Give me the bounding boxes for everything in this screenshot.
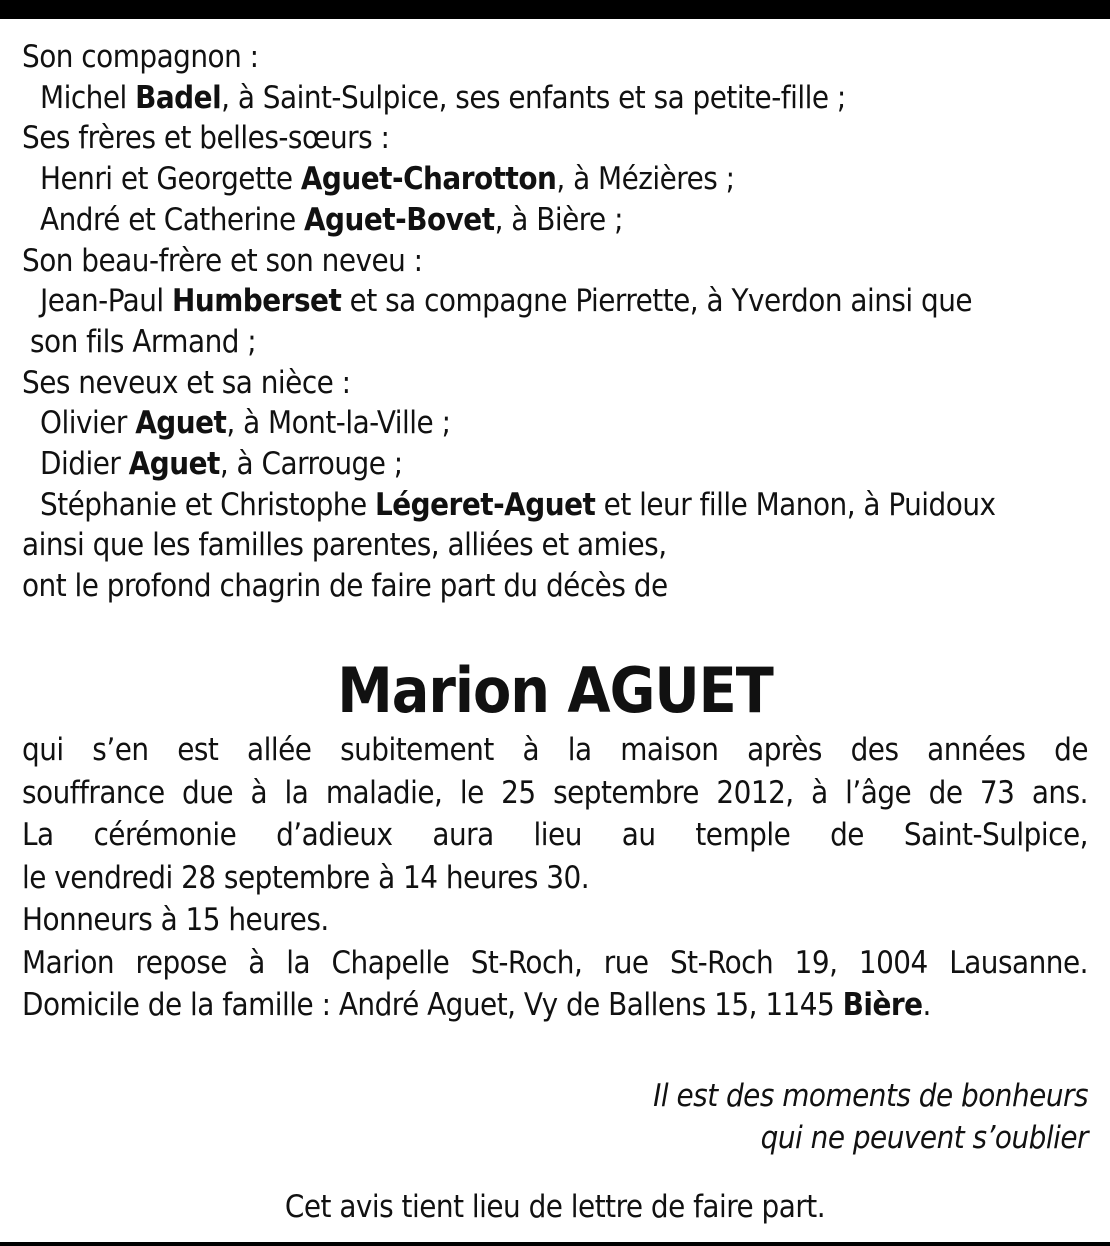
top-border-rule — [0, 0, 1110, 19]
closing-note: Cet avis tient lieu de lettre de faire part. — [284, 1189, 826, 1225]
family-address-end: . — [922, 987, 931, 1023]
quote-line-1: Il est des moments de bonheurs — [653, 1078, 1088, 1114]
quote-line-2: qui ne peuvent s’oublier — [760, 1120, 1088, 1156]
details-line-7 — [22, 984, 1088, 1027]
nephew-2-details: , à Carrouge ; — [219, 446, 403, 483]
inlaw-continuation: son fils Armand ; — [30, 323, 257, 360]
details-line-6: Marion repose à la Chapelle St-Roch, rue St-Roch 19, 1004 Lausanne. — [22, 944, 1088, 981]
announcement-line: ont le profond chagrin de faire part du décès de — [22, 568, 668, 605]
family-address: Domicile de la famille : André Aguet, Vy de Ballens 15, 1145 — [22, 987, 843, 1023]
niece-entry — [22, 485, 1088, 526]
sibling-2-details: , à Bière ; — [494, 201, 623, 238]
sibling-entry-1 — [22, 159, 1088, 200]
sibling-entry-2 — [22, 200, 1088, 241]
inlaw-details: et sa compagne Pierrette, à Yverdon ainsi que — [341, 283, 973, 320]
deceased-name: Marion AGUET — [337, 654, 773, 727]
niece-surname: Légeret-Aguet — [374, 486, 596, 523]
family-list — [22, 37, 1088, 607]
companion-surname: Badel — [135, 79, 222, 116]
niece-details: et leur fille Manon, à Puidoux — [595, 486, 996, 523]
bottom-border-rule — [0, 1242, 1110, 1246]
sibling-2-first-names: André et Catherine — [40, 201, 304, 238]
nephews-heading: Ses neveux et sa nièce : — [22, 364, 351, 401]
sibling-1-surname: Aguet-Charotton — [300, 161, 557, 198]
nephew-entry-2 — [22, 444, 1088, 485]
details-line-2: souffrance due à la maladie, le 25 septembre 2012, à l’âge de 73 ans. — [22, 774, 1088, 811]
nephew-1-details: , à Mont-la-Ville ; — [226, 405, 451, 442]
details-line-3: La cérémonie d’adieux aura lieu au temple de Saint-Sulpice, — [22, 817, 1088, 853]
inlaw-surname: Humberset — [172, 283, 342, 320]
relatives-line: ainsi que les familles parentes, alliées et amies, — [22, 527, 667, 564]
family-address-place: Bière — [842, 987, 923, 1023]
companion-heading: Son compagnon : — [22, 39, 259, 75]
nephew-1-surname: Aguet — [135, 405, 227, 442]
nephew-entry-1 — [22, 403, 1088, 444]
inlaw-entry — [22, 281, 1088, 322]
companion-first-name: Michel — [40, 79, 136, 116]
sibling-1-details: , à Mézières ; — [556, 161, 735, 198]
siblings-heading: Ses frères et belles-sœurs : — [22, 120, 390, 157]
sibling-2-surname: Aguet-Bovet — [303, 201, 495, 238]
memorial-quote — [653, 1075, 1088, 1159]
companion-details: , à Saint-Sulpice, ses enfants et sa petite-fille ; — [221, 79, 846, 116]
nephew-2-first-name: Didier — [40, 446, 129, 483]
niece-first-names: Stéphanie et Christophe — [40, 486, 375, 523]
funeral-details — [22, 729, 1088, 1027]
companion-entry — [22, 78, 1088, 119]
nephew-2-surname: Aguet — [128, 446, 220, 483]
nephew-1-first-name: Olivier — [40, 405, 136, 442]
details-line-5: Honneurs à 15 heures. — [22, 902, 329, 938]
sibling-1-first-names: Henri et Georgette — [40, 161, 301, 198]
details-line-4: le vendredi 28 septembre à 14 heures 30. — [22, 859, 590, 896]
details-line-1: qui s’en est allée subitement à la maison après des années de — [22, 732, 1088, 768]
inlaws-heading: Son beau-frère et son neveu : — [22, 242, 423, 279]
inlaw-first-name: Jean-Paul — [40, 283, 173, 320]
